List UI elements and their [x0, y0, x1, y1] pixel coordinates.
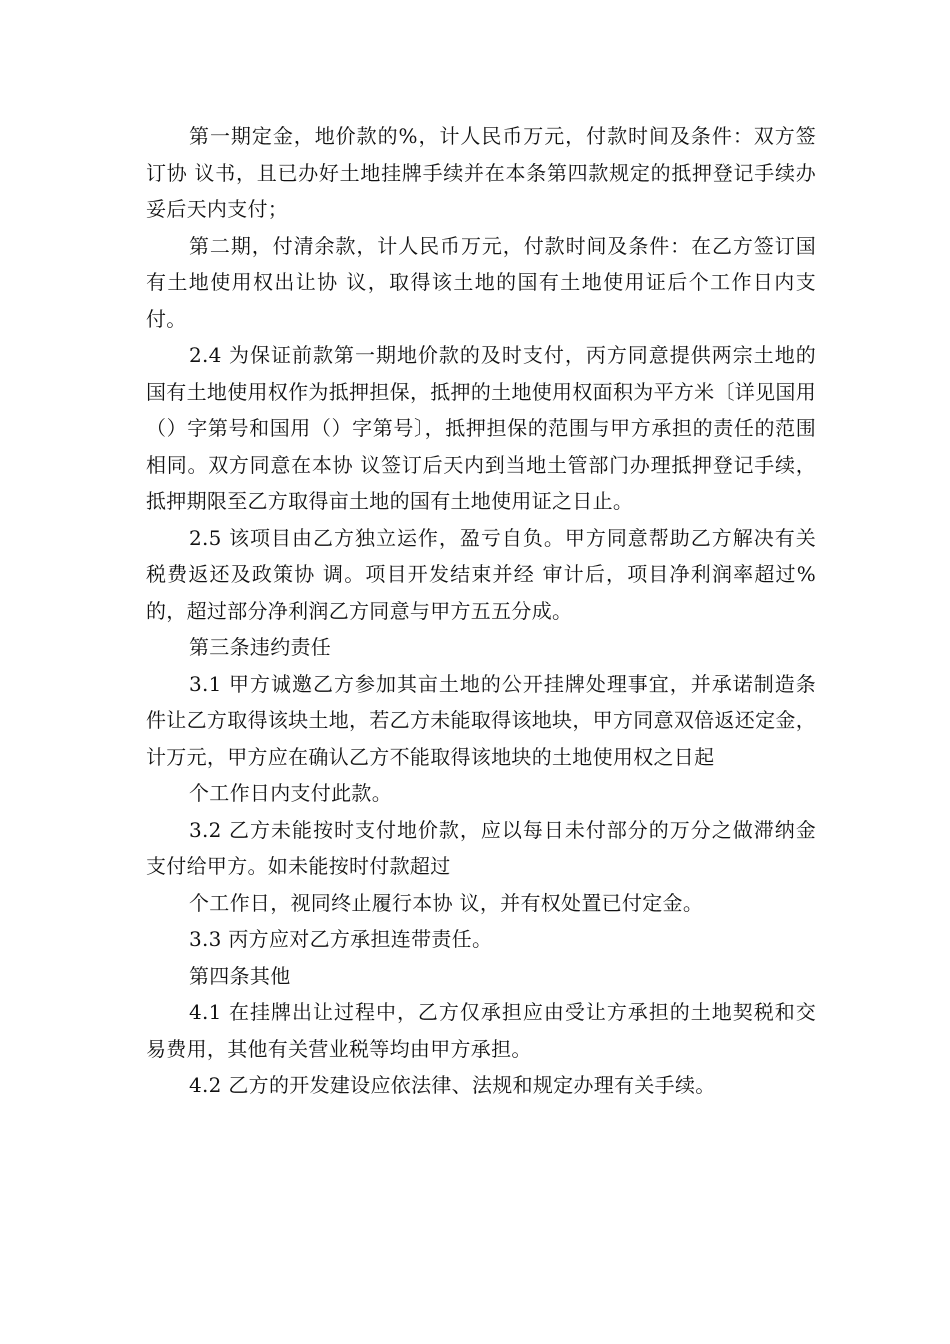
heading-article-3: 第三条违约责任 — [189, 635, 332, 659]
paragraph-clause-4-1: 4.1 在挂牌出让过程中，乙方仅承担应由受让方承担的土地契税和交易费用，其他有关营业税等均由甲方承担。 — [146, 1000, 816, 1061]
paragraph-first-payment: 第一期定金，地价款的%，计人民币万元，付款时间及条件：双方签订协 议书，且已办好土地挂牌手续并在本条第四款规定的抵押登记手续办妥后天内支付； — [146, 124, 816, 221]
heading-article-4: 第四条其他 — [189, 963, 291, 988]
paragraph-clause-2-4: 2.4 为保证前款第一期地价款的及时支付，丙方同意提供两宗土地的国有土地使用权作为抵押担保，抵押的土地使用权面积为平方米〔详见国用（）字第号和国用（）字第号〕，抵押担保的范围与甲方承担的责任的范围相同。双方同意在本协 议签订后天内到当地土管部门办理抵押登记手续，抵押期限至乙方取得亩土地的国有土地使用证之日止。 — [146, 343, 816, 513]
paragraph-clause-3-2-cont: 个工作日，视同终止履行本协 议，并有权处置已付定金。 — [189, 890, 704, 915]
paragraph-clause-3-3: 3.3 丙方应对乙方承担连带责任。 — [189, 927, 493, 951]
paragraph-clause-3-2: 3.2 乙方未能按时支付地价款，应以每日未付部分的万分之做滞纳金支付给甲方。如未能按时付款超过 — [146, 817, 816, 878]
paragraph-second-payment: 第二期，付清余款，计人民币万元，付款时间及条件：在乙方签订国有土地使用权出让协 议，取得该土地的国有土地使用证后个工作日内支付。 — [146, 233, 816, 331]
paragraph-clause-2-5: 2.5 该项目由乙方独立运作，盈亏自负。甲方同意帮助乙方解决有关税费返还及政策协 调。项目开发结束并经 审计后，项目净利润率超过%的，超过部分净利润乙方同意与甲方五五分成。 — [146, 525, 816, 623]
paragraph-clause-3-1: 3.1 甲方诚邀乙方参加其亩土地的公开挂牌处理事宜，并承诺制造条件让乙方取得该块土地，若乙方未能取得该地块，甲方同意双倍返还定金，计万元，甲方应在确认乙方不能取得该地块的土地使用权之日起 — [146, 671, 816, 769]
document-page — [146, 118, 816, 1104]
paragraph-clause-3-1-cont: 个工作日内支付此款。 — [189, 781, 392, 805]
paragraph-clause-4-2: 4.2 乙方的开发建设应依法律、法规和规定办理有关手续。 — [189, 1073, 716, 1097]
